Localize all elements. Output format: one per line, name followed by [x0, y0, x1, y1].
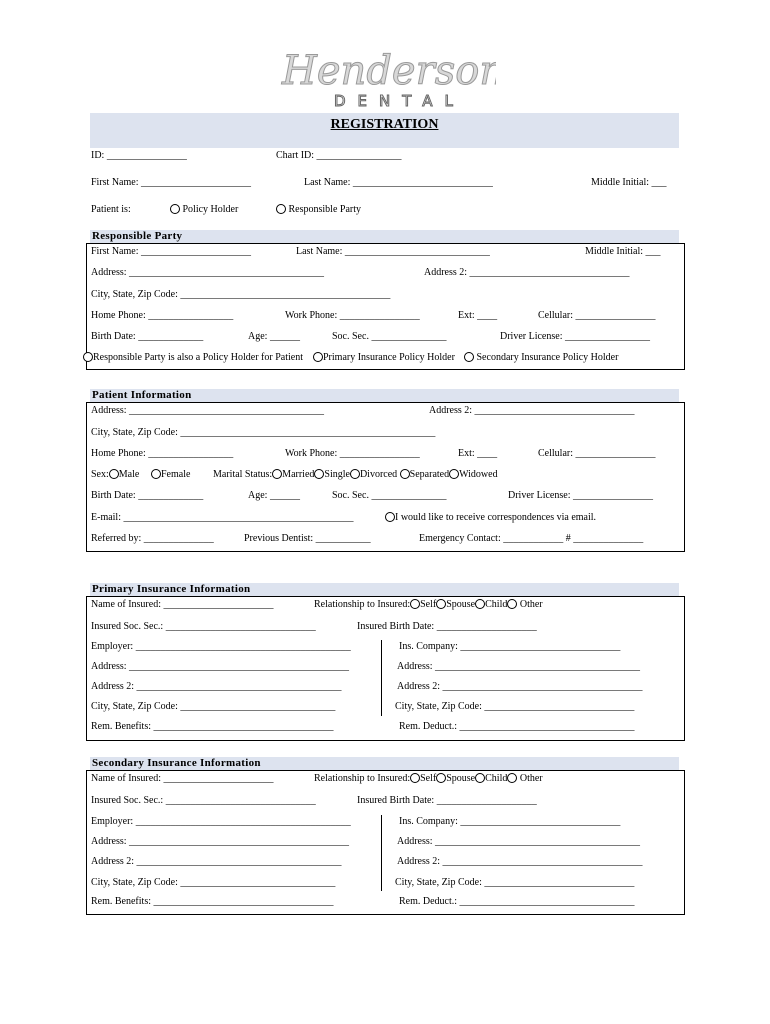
pi-other-radio[interactable]: [507, 599, 517, 609]
si-spouse-label: Spouse: [446, 773, 476, 784]
rp-driver-license-field[interactable]: Driver License: _________________: [500, 331, 650, 342]
si-relationship-row: [314, 773, 543, 784]
si-self-radio[interactable]: [410, 773, 420, 783]
pi-self-label: Self: [420, 599, 437, 610]
rp-policy-holder-radio[interactable]: [83, 352, 93, 362]
si-self-label: Self: [420, 773, 437, 784]
si-address2-right-field[interactable]: Address 2: ________________________________________: [397, 856, 643, 867]
secondary-insurance-title: Secondary Insurance Information: [92, 757, 261, 769]
pi-name-insured-field[interactable]: Name of Insured: ______________________: [91, 599, 274, 610]
pt-male-label: Male: [118, 469, 140, 480]
pi-other-label: Other: [519, 599, 543, 610]
rp-policy-holder-option[interactable]: [83, 352, 303, 363]
pi-employer-field[interactable]: Employer: ___________________________________________: [91, 641, 351, 652]
si-child-label: Child: [485, 773, 508, 784]
pi-self-radio[interactable]: [410, 599, 420, 609]
pt-separated-radio[interactable]: [400, 469, 410, 479]
rp-age-field[interactable]: Age: ______: [248, 331, 300, 342]
pt-marital-label: Marital Status:: [213, 469, 273, 480]
pt-widowed-radio[interactable]: [449, 469, 459, 479]
pt-email-option-label: I would like to receive correspondences via email.: [395, 512, 597, 523]
rp-last-name-field[interactable]: Last Name: _____________________________: [296, 246, 490, 257]
pi-spouse-label: Spouse: [446, 599, 476, 610]
pt-email-option[interactable]: [385, 512, 596, 523]
rp-first-name-field[interactable]: First Name: ______________________: [91, 246, 251, 257]
pt-ext-field[interactable]: Ext: ____: [458, 448, 498, 459]
pt-email-radio[interactable]: [385, 512, 395, 522]
responsible-party-title: Responsible Party: [92, 230, 183, 242]
rp-city-state-zip-field[interactable]: City, State, Zip Code: __________________________________________: [91, 289, 391, 300]
pt-soc-sec-field[interactable]: Soc. Sec. _______________: [332, 490, 447, 501]
si-other-label: Other: [519, 773, 543, 784]
responsible-party-header: [90, 230, 679, 243]
pi-spouse-radio[interactable]: [436, 599, 446, 609]
policy-holder-option[interactable]: [170, 204, 238, 215]
pi-relationship-label: Relationship to Insured:: [314, 599, 411, 610]
si-soc-sec-field[interactable]: Insured Soc. Sec.: ______________________________: [91, 795, 316, 806]
pt-home-phone-field[interactable]: Home Phone: _________________: [91, 448, 234, 459]
pi-address2-right-field[interactable]: Address 2: ________________________________________: [397, 681, 643, 692]
si-relationship-label: Relationship to Insured:: [314, 773, 411, 784]
si-city-state-zip-right-field[interactable]: City, State, Zip Code: ______________________________: [395, 877, 635, 888]
rp-home-phone-field[interactable]: Home Phone: _________________: [91, 310, 234, 321]
rp-address2-field[interactable]: Address 2: ________________________________: [424, 267, 630, 278]
pt-sex-label: Sex:: [91, 469, 109, 480]
si-rem-benefits-field[interactable]: Rem. Benefits: ____________________________________: [91, 896, 334, 907]
pt-sex-row: [91, 469, 139, 480]
pt-birth-date-field[interactable]: Birth Date: _____________: [91, 490, 204, 501]
patient-info-title: Patient Information: [92, 389, 192, 401]
si-address-field[interactable]: Address: ____________________________________________: [91, 836, 350, 847]
responsible-party-radio[interactable]: [276, 204, 286, 214]
si-other-radio[interactable]: [507, 773, 517, 783]
si-rem-deduct-field[interactable]: Rem. Deduct.: ___________________________________: [399, 896, 635, 907]
pt-cellular-field[interactable]: Cellular: ________________: [538, 448, 656, 459]
pi-relationship-row: [314, 599, 543, 610]
pt-widowed-label: Widowed: [459, 469, 498, 480]
pt-referred-by-field[interactable]: Referred by: ______________: [91, 533, 214, 544]
si-address-right-field[interactable]: Address: _________________________________________: [397, 836, 641, 847]
pt-address2-field[interactable]: Address 2: ________________________________: [429, 405, 635, 416]
si-birth-date-field[interactable]: Insured Birth Date: ____________________: [357, 795, 537, 806]
pt-separated-label: Separated: [409, 469, 450, 480]
rp-ext-field[interactable]: Ext: ____: [458, 310, 498, 321]
pt-married-radio[interactable]: [272, 469, 282, 479]
pi-city-state-zip-right-field[interactable]: City, State, Zip Code: ______________________________: [395, 701, 635, 712]
pi-ins-company-field[interactable]: Ins. Company: ________________________________: [399, 641, 621, 652]
chart-id-field[interactable]: Chart ID: _________________: [276, 150, 402, 161]
pt-emergency-contact-field[interactable]: Emergency Contact: ____________ # ______________: [419, 533, 644, 544]
secondary-divider: [381, 815, 382, 891]
pi-child-label: Child: [485, 599, 508, 610]
rp-primary-holder-label: Primary Insurance Policy Holder: [323, 352, 455, 363]
rp-secondary-holder-option[interactable]: [464, 352, 618, 363]
responsible-party-label: Responsible Party: [288, 204, 361, 215]
rp-secondary-holder-radio[interactable]: [464, 352, 474, 362]
rp-work-phone-field[interactable]: Work Phone: ________________: [285, 310, 420, 321]
primary-insurance-header: [90, 583, 679, 596]
pi-birth-date-field[interactable]: Insured Birth Date: ____________________: [357, 621, 537, 632]
id-field[interactable]: ID: ________________: [91, 150, 187, 161]
responsible-party-box: [86, 243, 685, 370]
rp-address-field[interactable]: Address: _______________________________________: [91, 267, 325, 278]
pt-single-label: Single: [324, 469, 350, 480]
si-name-insured-field[interactable]: Name of Insured: ______________________: [91, 773, 274, 784]
pi-rem-benefits-field[interactable]: Rem. Benefits: ____________________________________: [91, 721, 334, 732]
rp-cellular-field[interactable]: Cellular: ________________: [538, 310, 656, 321]
rp-birth-date-field[interactable]: Birth Date: _____________: [91, 331, 204, 342]
si-employer-field[interactable]: Employer: ___________________________________________: [91, 816, 351, 827]
pt-female-option[interactable]: [151, 469, 190, 480]
si-child-radio[interactable]: [475, 773, 485, 783]
rp-middle-initial-field[interactable]: Middle Initial: ___: [585, 246, 661, 257]
last-name-field[interactable]: Last Name: ____________________________: [304, 177, 493, 188]
pt-single-radio[interactable]: [314, 469, 324, 479]
primary-insurance-title: Primary Insurance Information: [92, 583, 251, 595]
patient-info-header: [90, 389, 679, 402]
rp-policy-holder-label: Responsible Party is also a Policy Holder for Patient: [93, 352, 303, 363]
si-spouse-radio[interactable]: [436, 773, 446, 783]
rp-secondary-holder-label: Secondary Insurance Policy Holder: [476, 352, 619, 363]
pi-city-state-zip-field[interactable]: City, State, Zip Code: _______________________________: [91, 701, 336, 712]
pt-marital-row: [213, 469, 498, 480]
pi-rem-deduct-field[interactable]: Rem. Deduct.: ___________________________________: [399, 721, 635, 732]
pt-age-field[interactable]: Age: ______: [248, 490, 300, 501]
pt-driver-license-field[interactable]: Driver License: ________________: [508, 490, 653, 501]
logo-subtitle-text: DENTAL: [334, 92, 465, 110]
rp-primary-holder-option[interactable]: [313, 352, 455, 363]
pi-soc-sec-field[interactable]: Insured Soc. Sec.: ______________________________: [91, 621, 316, 632]
rp-primary-holder-radio[interactable]: [313, 352, 323, 362]
patient-is-label: Patient is:: [91, 204, 131, 215]
si-ins-company-field[interactable]: Ins. Company: ________________________________: [399, 816, 621, 827]
secondary-insurance-header: [90, 757, 679, 770]
responsible-party-option[interactable]: [276, 204, 361, 215]
pt-male-radio[interactable]: [109, 469, 119, 479]
pi-child-radio[interactable]: [475, 599, 485, 609]
pi-address2-field[interactable]: Address 2: _________________________________________: [91, 681, 342, 692]
pi-address-right-field[interactable]: Address: _________________________________________: [397, 661, 641, 672]
pt-divorced-radio[interactable]: [350, 469, 360, 479]
pt-divorced-label: Divorced: [359, 469, 398, 480]
page-title: REGISTRATION: [330, 117, 439, 132]
rp-soc-sec-field[interactable]: Soc. Sec. _______________: [332, 331, 447, 342]
pt-female-label: Female: [161, 469, 191, 480]
logo-script-text: Henderson: [282, 48, 496, 94]
first-name-field[interactable]: First Name: ______________________: [91, 177, 251, 188]
policy-holder-radio[interactable]: [170, 204, 180, 214]
pt-address-field[interactable]: Address: _______________________________________: [91, 405, 325, 416]
henderson-dental-logo: [276, 44, 496, 110]
primary-divider: [381, 640, 382, 716]
si-city-state-zip-field[interactable]: City, State, Zip Code: _______________________________: [91, 877, 336, 888]
pt-previous-dentist-field[interactable]: Previous Dentist: ___________: [244, 533, 371, 544]
pt-married-label: Married: [282, 469, 315, 480]
pt-email-field[interactable]: E-mail: ______________________________________________: [91, 512, 354, 523]
title-bar: [90, 113, 679, 148]
policy-holder-label: Policy Holder: [182, 204, 239, 215]
middle-initial-field[interactable]: Middle Initial: ___: [591, 177, 667, 188]
pt-female-radio[interactable]: [151, 469, 161, 479]
si-address2-field[interactable]: Address 2: _________________________________________: [91, 856, 342, 867]
pi-address-field[interactable]: Address: ____________________________________________: [91, 661, 350, 672]
pt-city-state-zip-field[interactable]: City, State, Zip Code: ___________________________________________________: [91, 427, 436, 438]
pt-work-phone-field[interactable]: Work Phone: ________________: [285, 448, 420, 459]
